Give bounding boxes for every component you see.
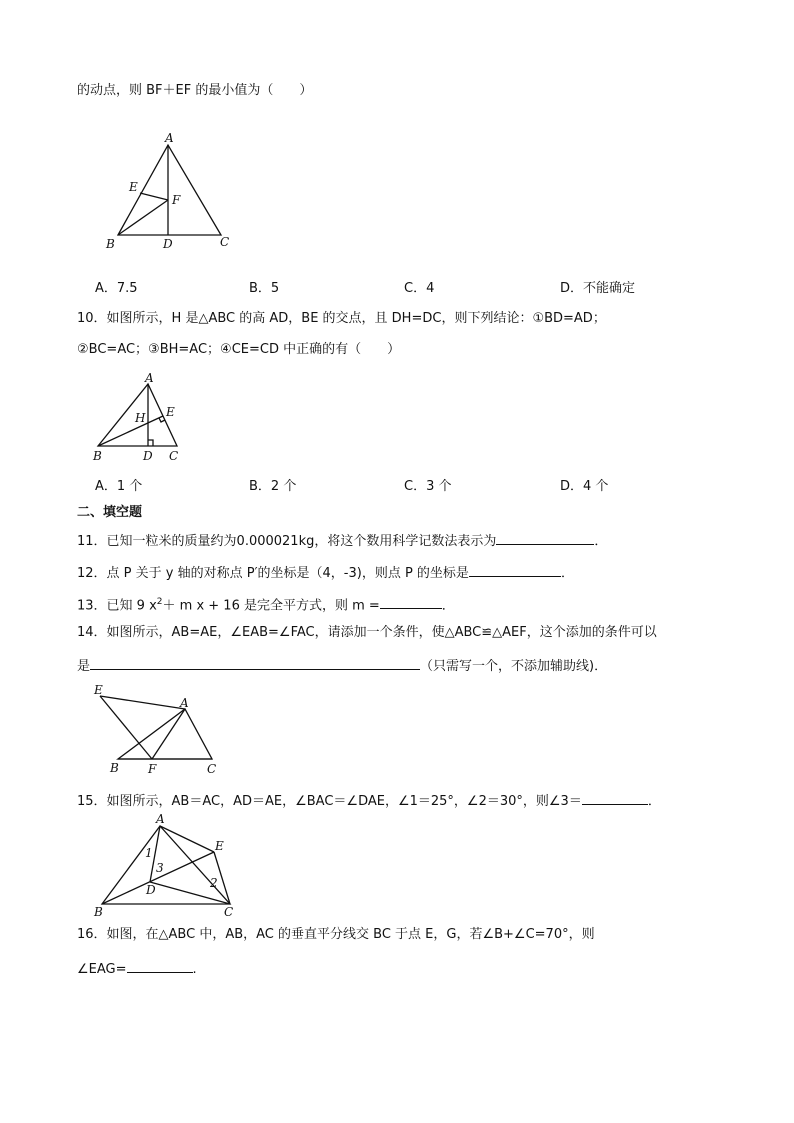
q11-end: ． [594, 534, 608, 549]
q15-label-1: 1 [145, 846, 153, 860]
q11-line [77, 530, 607, 551]
q9-option-d: D．不能确定 [560, 281, 636, 296]
q13-end: ． [441, 598, 455, 614]
q14-label-f: F [148, 762, 157, 776]
section-title: 二、填空题 [77, 505, 143, 520]
q10-figure [90, 371, 190, 464]
q10-line-2: ②BC=AC；③BH=AC；④CE=CD 中正确的有（ ） [77, 342, 401, 357]
q16-end: . [192, 962, 197, 977]
q9-option-b: B．5 [249, 281, 280, 296]
q15-label-b: B [94, 905, 103, 919]
q14-label-a: A [180, 696, 189, 710]
q15-answer-blank[interactable] [582, 790, 648, 805]
q15-label-e: E [215, 839, 224, 853]
q14-pre: 是 [77, 659, 91, 674]
q10-label-d: D [143, 449, 153, 463]
q9-label-e: E [129, 180, 138, 194]
q15-line [77, 790, 661, 811]
q10-label-c: C [169, 449, 179, 463]
q10-option-d: D．4 个 [560, 479, 609, 494]
q13-pre: 13．已知 9 x [77, 598, 157, 614]
q12-answer-blank[interactable] [469, 562, 561, 577]
q13-answer-blank[interactable] [380, 594, 442, 609]
q14-figure [90, 684, 225, 776]
q9-label-c: C [220, 235, 230, 249]
q9-option-a: A．7.5 [95, 281, 138, 296]
q11-answer-blank[interactable] [496, 530, 594, 545]
q15-end: ． [647, 794, 661, 809]
q10-label-h: H [135, 411, 146, 425]
q14-answer-blank[interactable] [90, 655, 420, 670]
q10-line-1: 10．如图所示，H 是△ABC 的高 AD，BE 的交点，且 DH=DC，则下列结论：①BD=AD； [77, 311, 606, 326]
q13-mid: ＋ m x + 16 是完全平方式，则 m = [162, 598, 380, 614]
q14-label-c: C [207, 762, 217, 776]
q10-option-b: B．2 个 [249, 479, 297, 494]
q9-label-a: A [165, 131, 174, 145]
q9-label-f: F [172, 193, 181, 207]
q9-option-c: C．4 [404, 281, 435, 296]
q14-line-2 [77, 655, 607, 676]
q15-label-3: 3 [156, 861, 164, 875]
q16-line-2 [77, 958, 197, 979]
q10-label-a: A [145, 371, 154, 385]
q15-text: 15．如图所示，AB＝AC，AD＝AE，∠BAC＝∠DAE，∠1＝25°，∠2＝30°，则∠3＝ [77, 794, 582, 809]
q9-text: 的动点，则 BF＋EF 的最小值为（ ） [77, 83, 313, 98]
q12-end: ． [560, 566, 574, 581]
q9-label-b: B [106, 237, 115, 251]
q16-answer-blank[interactable] [127, 958, 193, 973]
q14-label-e: E [94, 683, 103, 697]
q14-end: （只需写一个，不添加辅助线)． [420, 659, 608, 674]
q15-label-2: 2 [210, 876, 218, 890]
q13-line [77, 593, 455, 615]
q10-label-e: E [166, 405, 175, 419]
q9-figure [100, 128, 240, 253]
q15-label-a: A [156, 812, 165, 826]
q12-line [77, 562, 574, 583]
q9-label-d: D [163, 237, 173, 251]
q13-sup: 2 [156, 597, 163, 607]
q10-option-c: C．3 个 [404, 479, 452, 494]
q15-label-d: D [146, 883, 156, 897]
q14-label-b: B [110, 761, 119, 775]
q15-figure [90, 812, 240, 920]
q16-line-1: 16．如图，在△ABC 中，AB，AC 的垂直平分线交 BC 于点 E，G，若∠B+∠C=70°，则 [77, 927, 595, 942]
q11-text: 11．已知一粒米的质量约为0.000021kg，将这个数用科学记数法表示为 [77, 534, 497, 549]
q15-label-c: C [224, 905, 234, 919]
q10-option-a: A．1 个 [95, 479, 143, 494]
q12-text: 12．点 P 关于 y 轴的对称点 P′的坐标是（4，-3)，则点 P 的坐标是 [77, 566, 469, 581]
q14-line-1: 14．如图所示，AB=AE，∠EAB=∠FAC，请添加一个条件，使△ABC≌△AEF，这个添加的条件可以 [77, 625, 657, 640]
q16-pre: ∠EAG= [77, 962, 127, 977]
q10-label-b: B [93, 449, 102, 463]
